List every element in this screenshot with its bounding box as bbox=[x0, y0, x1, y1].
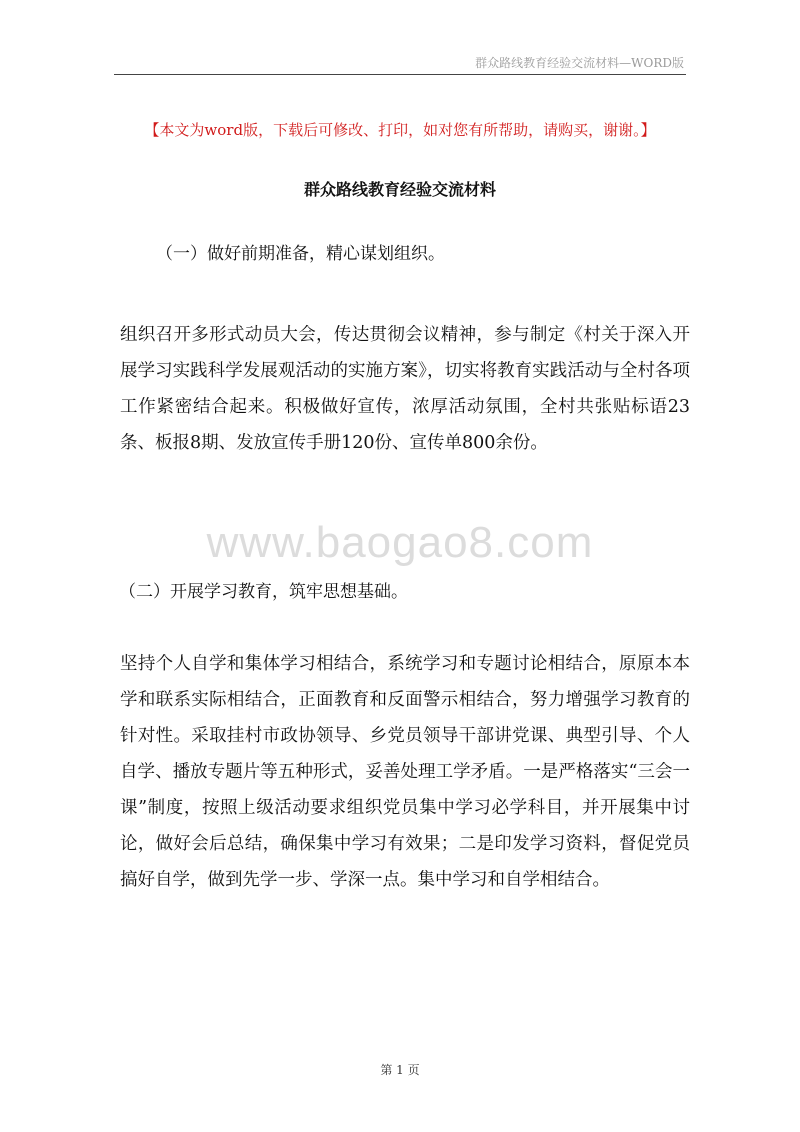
page-number: 第 1 页 bbox=[380, 1063, 420, 1077]
document-title: 群众路线教育经验交流材料 bbox=[303, 180, 496, 199]
purchase-notice: 【本文为word版，下载后可修改、打印，如对您有所帮助，请购买，谢谢。】 bbox=[144, 121, 656, 139]
header-divider bbox=[114, 74, 686, 75]
section-heading-1: （一）做好前期准备，精心谋划组织。 bbox=[156, 244, 445, 264]
watermark: www.baogao8.com bbox=[206, 518, 594, 567]
section-heading-2: （二）开展学习教育，筑牢思想基础。 bbox=[119, 582, 408, 602]
page-header-text: 群众路线教育经验交流材料—WORD版 bbox=[475, 56, 684, 70]
section-paragraph-1: 组织召开多形式动员大会，传达贯彻会议精神，参与制定《村关于深入开展学习实践科学发展观活动的实施方案》，切实将教育实践活动与全村各项工作紧密结合起来。积极做好宣传，浓厚活动氛围，全村共张贴标语23条、板报8期、发放宣传手册120份、宣传单800余份。 bbox=[120, 325, 690, 453]
section-paragraph-2: 坚持个人自学和集体学习相结合，系统学习和专题讨论相结合，原原本本学和联系实际相结合，正面教育和反面警示相结合，努力增强学习教育的针对性。采取挂村市政协领导、乡党员领导干部讲党课、典型引导、个人自学、播放专题片等五种形式，妥善处理工学矛盾。一是严格落实“三会一课”制度，按照上级活动要求组织党员集中学习必学科目，并开展集中讨论，做好会后总结，确保集中学习有效果；二是印发学习资料，督促党员搞好自学，做到先学一步、学深一点。集中学习和自学相结合。 bbox=[120, 654, 690, 890]
